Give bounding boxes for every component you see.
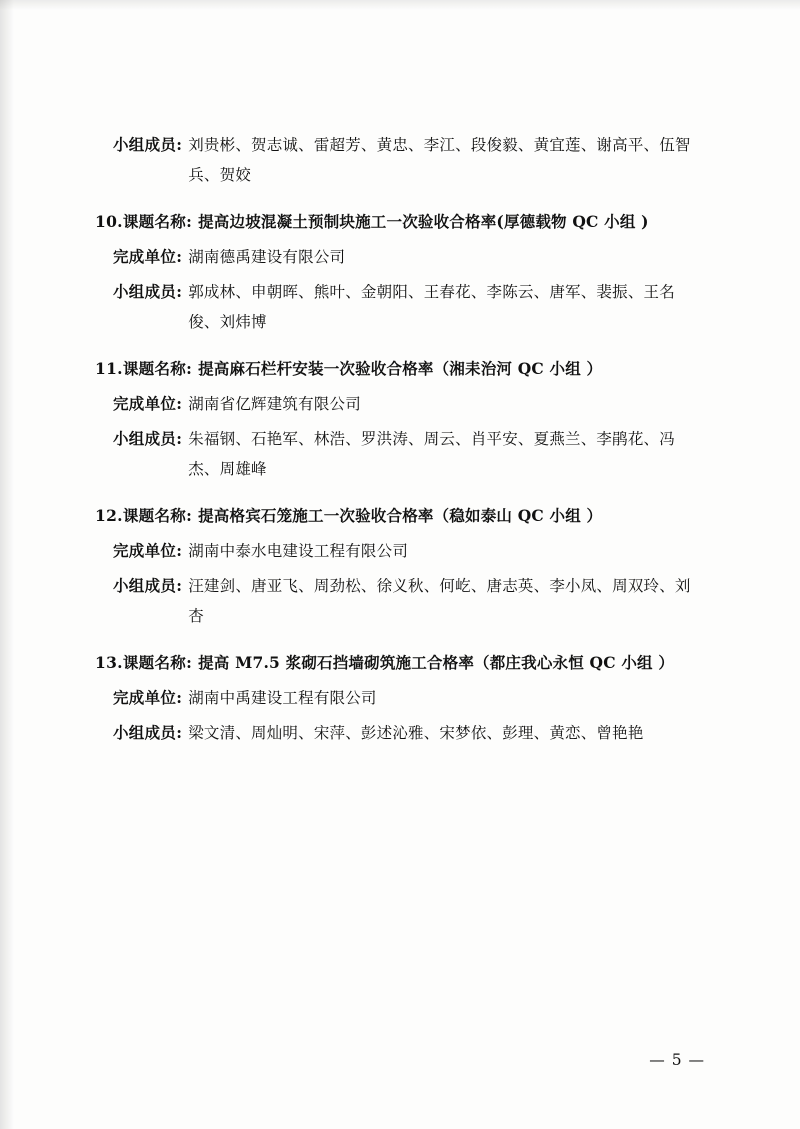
- members-row: [95, 571, 705, 631]
- members-row: [95, 718, 705, 748]
- continuation-entry: [95, 130, 705, 190]
- entry-number: 11.: [95, 359, 123, 378]
- title-row: [95, 648, 705, 678]
- unit-row: [95, 536, 705, 566]
- entry-number: 13.: [95, 653, 123, 672]
- members-value: 汪建剑、唐亚飞、周劲松、徐义秋、何屹、唐志英、李小凤、周双玲、刘杏: [188, 577, 691, 625]
- members-value: 郭成林、申朝晖、熊叶、金朝阳、王春花、李陈云、唐军、裴振、王名俊、刘炜博: [188, 283, 675, 331]
- title-value: 提高 M7.5 浆砌石挡墙砌筑施工合格率（都庄我心永恒 QC 小组 ）: [198, 653, 675, 672]
- members-value: 刘贵彬、贺志诚、雷超芳、黄忠、李江、段俊毅、黄宜莲、谢高平、伍智兵、贺姣: [188, 136, 691, 184]
- unit-value: 湖南中禹建设工程有限公司: [188, 689, 377, 707]
- title-row: [95, 501, 705, 531]
- unit-row: [95, 683, 705, 713]
- members-row: [95, 424, 705, 484]
- unit-label: 完成单位:: [113, 247, 183, 266]
- members-row: [95, 277, 705, 337]
- unit-value: 湖南中泰水电建设工程有限公司: [188, 542, 409, 560]
- title-value: 提高麻石栏杆安装一次验收合格率（湘耒治河 QC 小组 ）: [198, 359, 603, 378]
- title-row: [95, 354, 705, 384]
- topic-entry-13: [95, 648, 705, 748]
- title-label: 课题名称:: [122, 212, 193, 231]
- page-edge-shadow-left: [0, 0, 14, 1129]
- entry-number: 10.: [95, 212, 123, 231]
- page-edge-shadow-top: [0, 0, 800, 10]
- members-label: 小组成员:: [113, 576, 183, 595]
- entry-number: 12.: [95, 506, 123, 525]
- unit-value: 湖南德禹建设有限公司: [188, 248, 346, 266]
- unit-label: 完成单位:: [113, 688, 183, 707]
- unit-label: 完成单位:: [113, 394, 183, 413]
- title-value: 提高格宾石笼施工一次验收合格率（稳如泰山 QC 小组 ）: [198, 506, 603, 525]
- members-label: 小组成员:: [113, 723, 183, 742]
- unit-value: 湖南省亿辉建筑有限公司: [188, 395, 361, 413]
- unit-label: 完成单位:: [113, 541, 183, 560]
- title-label: 课题名称:: [122, 359, 193, 378]
- members-row: [95, 130, 705, 190]
- members-label: 小组成员:: [113, 282, 183, 301]
- title-value: 提高边坡混凝土预制块施工一次验收合格率(厚德载物 QC 小组 ): [198, 212, 649, 231]
- unit-row: [95, 242, 705, 272]
- members-value: 朱福钢、石艳军、林浩、罗洪涛、周云、肖平安、夏燕兰、李鹃花、冯杰、周雄峰: [188, 430, 675, 478]
- members-label: 小组成员:: [113, 429, 183, 448]
- members-value: 梁文清、周灿明、宋萍、彭述沁雅、宋梦依、彭理、黄恋、曾艳艳: [188, 724, 644, 742]
- title-row: [95, 207, 705, 237]
- title-label: 课题名称:: [122, 506, 193, 525]
- unit-row: [95, 389, 705, 419]
- members-label: 小组成员:: [113, 135, 183, 154]
- title-label: 课题名称:: [122, 653, 193, 672]
- page-number: — 5 —: [649, 1051, 705, 1069]
- topic-entry-11: [95, 354, 705, 484]
- topic-entry-12: [95, 501, 705, 631]
- topic-entry-10: [95, 207, 705, 337]
